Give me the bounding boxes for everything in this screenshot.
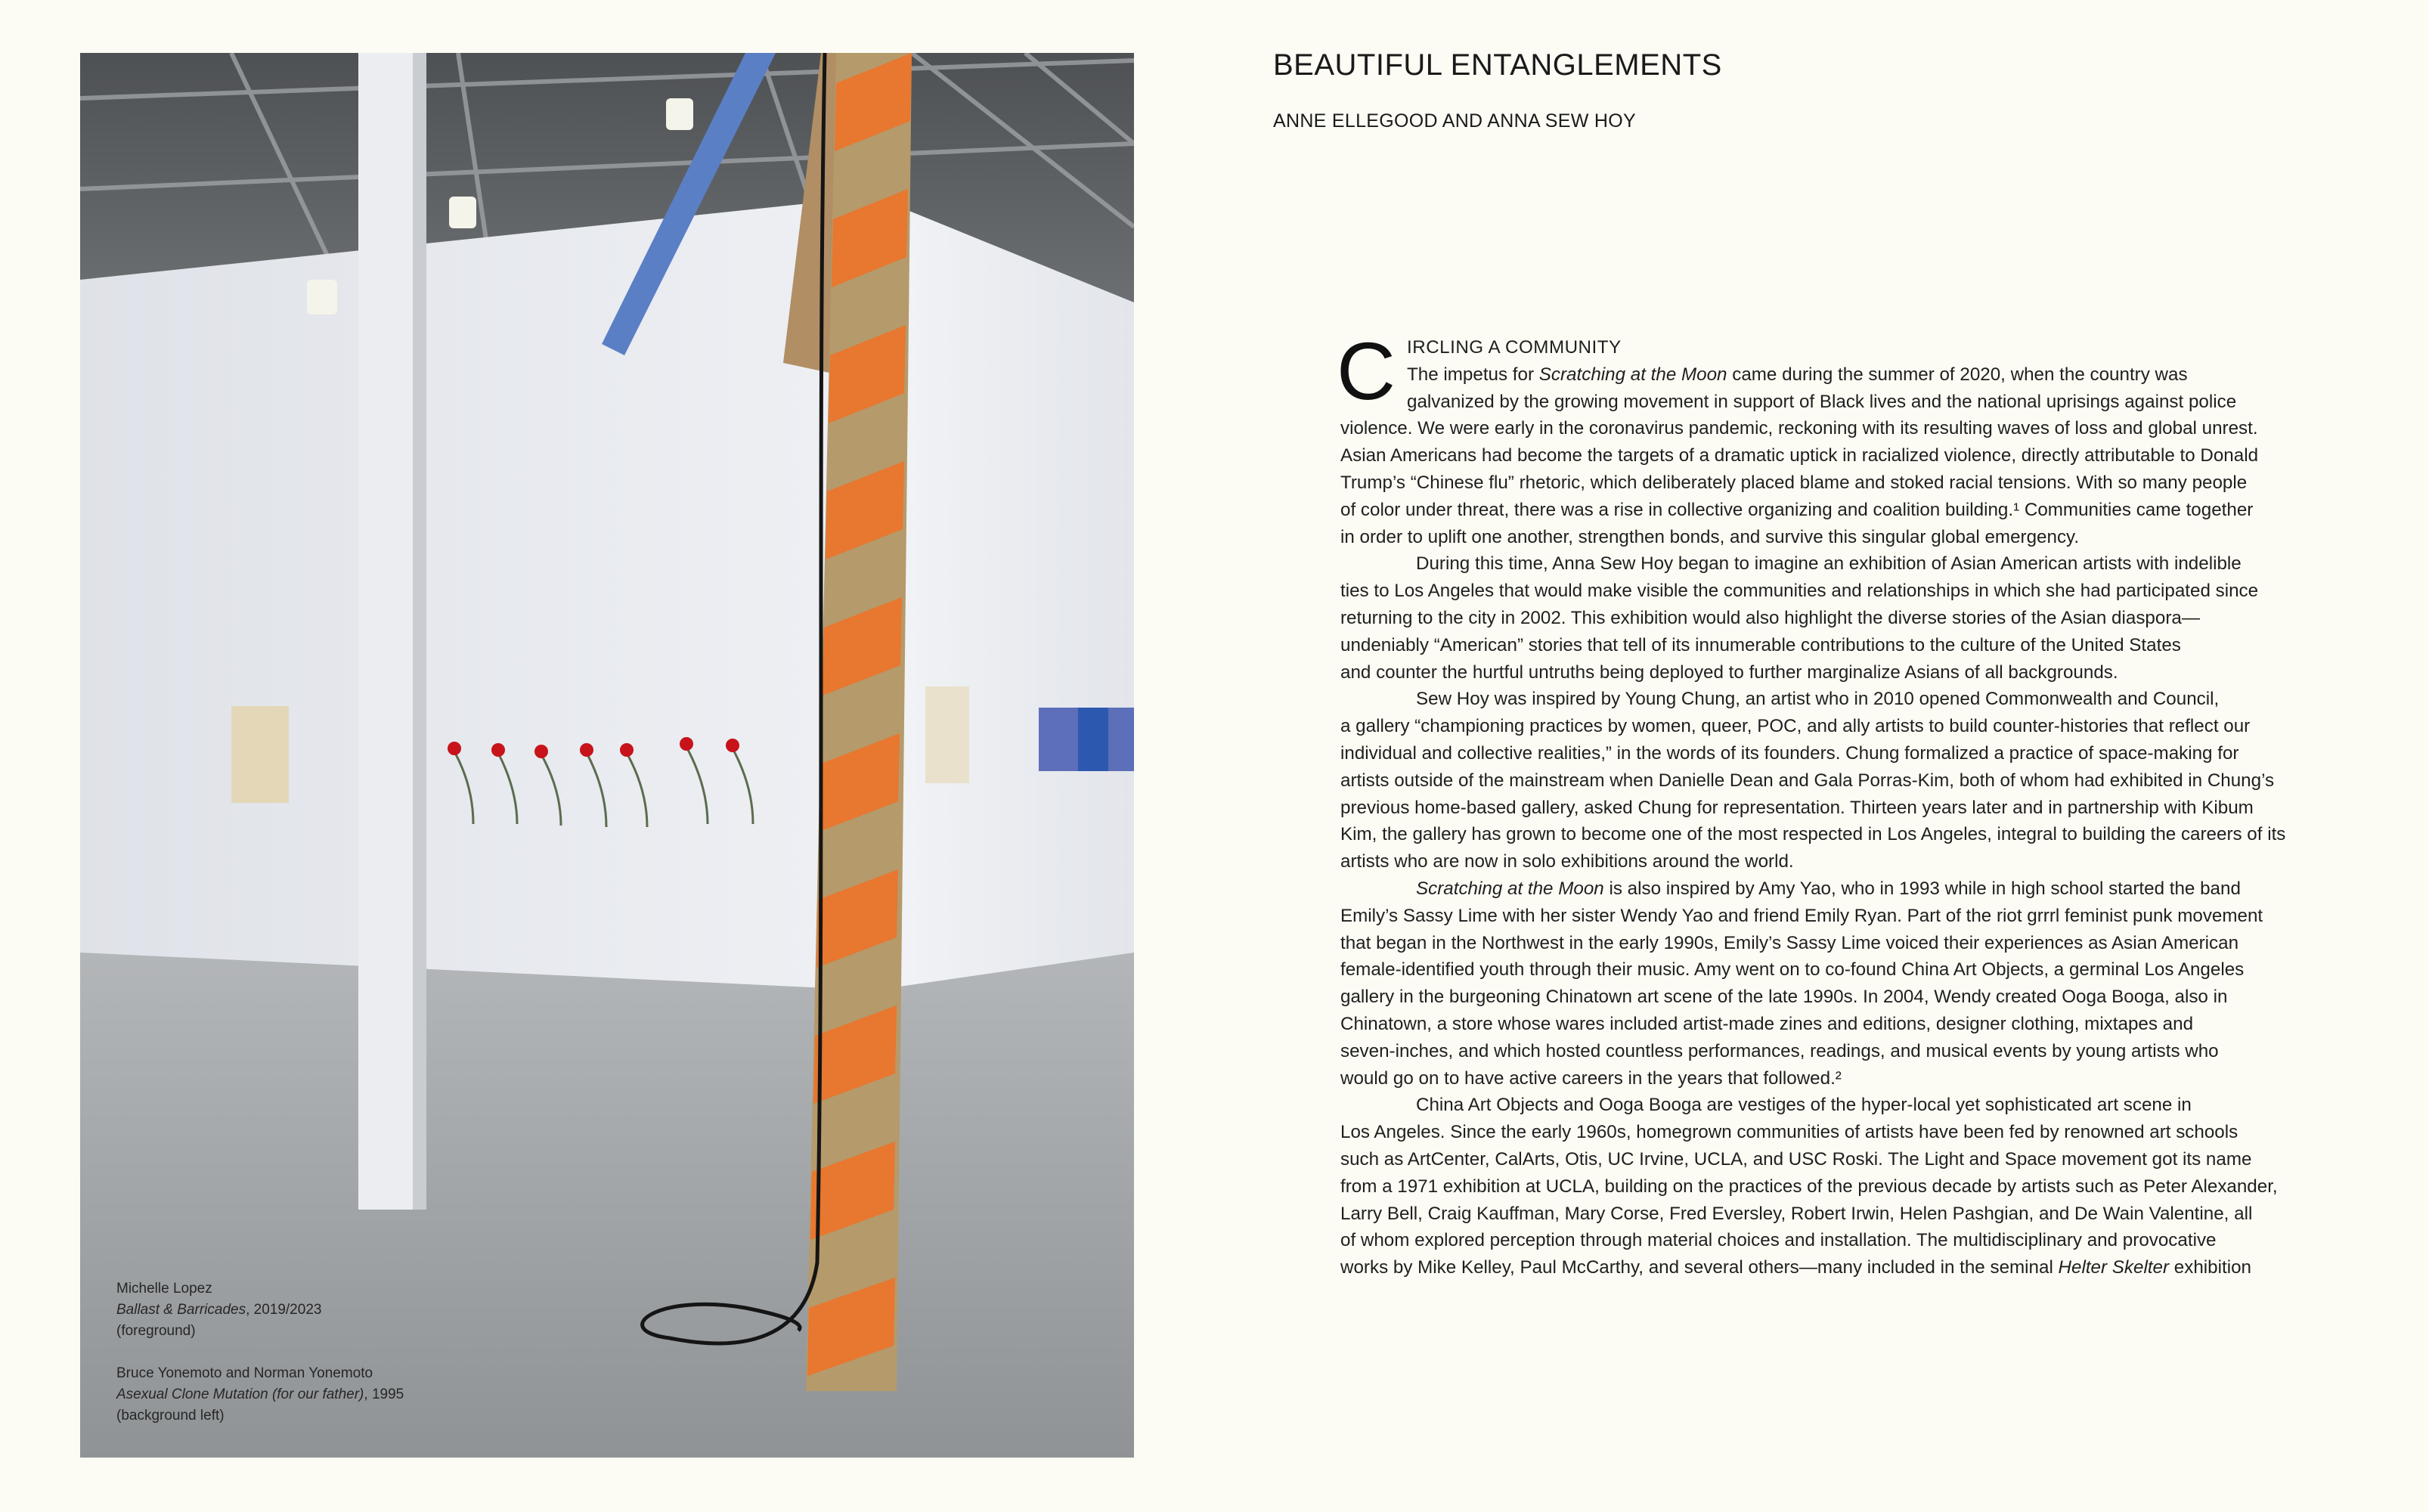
text-line	[1340, 1254, 2316, 1281]
text-line: of color under threat, there was a rise in collective organizing and coalition building.¹ Communities came together	[1340, 499, 2254, 520]
text-run: works by Mike Kelley, Paul McCarthy, and several others—many included in the seminal	[1340, 1257, 2059, 1278]
text-line: from a 1971 exhibition at UCLA, building on the practices of the previous decade by artists such as Peter Alexander,	[1340, 1176, 2278, 1197]
text-line: During this time, Anna Sew Hoy began to imagine an exhibition of Asian American artists with indelible	[1416, 553, 2242, 575]
text-run: is also inspired by Amy Yao, who in 1993 while in high school started the band	[1603, 878, 2241, 899]
text-line: Emily’s Sassy Lime with her sister Wendy Yao and friend Emily Ryan. Part of the riot grrrl feminist punk movement	[1340, 905, 2263, 926]
caption-title-line	[116, 1384, 646, 1405]
caption-title-line	[116, 1300, 646, 1321]
caption-date: , 2019/2023	[246, 1302, 322, 1318]
text-line: Los Angeles. Since the early 1960s, homegrown communities of artists have been fed by renowned art schools	[1340, 1122, 2238, 1143]
text-line: that began in the Northwest in the early 1990s, Emily’s Sassy Lime voiced their experiences as Asian American	[1340, 932, 2239, 953]
text-line: China Art Objects and Ooga Booga are vestiges of the hyper-local yet sophisticated art scene in	[1416, 1095, 2192, 1116]
essay-body	[1340, 334, 2316, 1281]
gallery-photo	[80, 53, 1134, 1458]
text-line	[1340, 361, 2316, 389]
caption-artist: Michelle Lopez	[116, 1281, 212, 1297]
text-line: galvanized by the growing movement in support of Black lives and the national uprisings against police	[1407, 391, 2237, 412]
section-heading: IRCLING A COMMUNITY	[1407, 337, 1622, 358]
photo-caption	[116, 1278, 646, 1448]
text-line: Trump’s “Chinese flu” rhetoric, which deliberately placed blame and stoked racial tensions. With so many people	[1340, 472, 2248, 493]
caption-date: , 1995	[364, 1387, 404, 1402]
text-line: Chinatown, a store whose wares included artist-made zines and editions, designer clothing, mixtapes and	[1340, 1013, 2194, 1034]
text-line	[1340, 875, 2316, 903]
text-line: of whom explored perception through material choices and installation. The multidisciplinary and provocative	[1340, 1230, 2217, 1251]
caption-note: (foreground)	[116, 1323, 196, 1339]
text-line: would go on to have active careers in the years that followed.²	[1340, 1067, 1842, 1089]
text-line: Asian Americans had become the targets of a dramatic uptick in racialized violence, directly attributable to Donald	[1340, 445, 2259, 466]
installation-image	[80, 53, 1134, 1458]
text-line: violence. We were early in the coronavirus pandemic, reckoning with its resulting waves of loss and global unrest.	[1340, 418, 2258, 439]
text-line: undeniably “American” stories that tell of its innumerable contributions to the culture of the United States	[1340, 634, 2181, 655]
essay-authors: ANNE ELLEGOOD AND ANNA SEW HOY	[1273, 110, 1636, 132]
italic-title: Scratching at the Moon	[1416, 878, 1604, 899]
caption-note: (background left)	[116, 1408, 225, 1424]
text-line: female-identified youth through their music. Amy went on to co-found China Art Objects, a germinal Los Angeles	[1340, 959, 2245, 981]
caption-artist: Bruce Yonemoto and Norman Yonemoto	[116, 1365, 373, 1381]
text-line: seven-inches, and which hosted countless performances, readings, and musical events by young artists who	[1340, 1040, 2219, 1061]
text-line: artists who are now in solo exhibitions around the world.	[1340, 851, 1794, 872]
text-line: gallery in the burgeoning Chinatown art scene of the late 1990s. In 2004, Wendy created Ooga Booga, also in	[1340, 987, 2228, 1008]
text-line: Sew Hoy was inspired by Young Chung, an artist who in 2010 opened Commonwealth and Council,	[1416, 689, 2220, 710]
caption-title: Ballast & Barricades	[116, 1302, 246, 1318]
italic-title: Helter Skelter	[2058, 1257, 2170, 1278]
text-run: The impetus for	[1407, 364, 1539, 385]
essay-title: BEAUTIFUL ENTANGLEMENTS	[1273, 48, 1722, 82]
text-line: artists outside of the mainstream when Danielle Dean and Gala Porras-Kim, both of whom had exhibited in Chung’s	[1340, 770, 2275, 791]
caption-work-2	[116, 1363, 646, 1427]
text-run: exhibition	[2169, 1257, 2251, 1278]
caption-work-1	[116, 1278, 646, 1342]
text-line: individual and collective realities,” in the words of its founders. Chung formalized a practice of space-making for	[1340, 742, 2239, 764]
text-line: such as ArtCenter, CalArts, Otis, UC Irvine, UCLA, and USC Roski. The Light and Space movement got its name	[1340, 1148, 2252, 1170]
text-line: and counter the hurtful untruths being deployed to further marginalize Asians of all backgrounds.	[1340, 662, 2118, 683]
text-line: ties to Los Angeles that would make visible the communities and relationships in which she had participated since	[1340, 581, 2259, 602]
caption-title: Asexual Clone Mutation (for our father)	[116, 1387, 364, 1402]
text-line: returning to the city in 2002. This exhibition would also highlight the diverse stories of the Asian diaspora—	[1340, 607, 2201, 628]
text-line: Larry Bell, Craig Kauffman, Mary Corse, Fred Eversley, Robert Irwin, Helen Pashgian, and De Wain Valentine, all	[1340, 1203, 2253, 1224]
text-line: a gallery “championing practices by women, queer, POC, and ally artists to build counter-histories that reflect our	[1340, 716, 2251, 737]
drop-cap: C	[1337, 325, 1396, 417]
text-line: in order to uplift one another, strengthen bonds, and survive this singular global emergency.	[1340, 526, 2080, 547]
italic-title: Scratching at the Moon	[1538, 364, 1727, 385]
text-line: Kim, the gallery has grown to become one of the most respected in Los Angeles, integral to building the careers of its	[1340, 824, 2286, 845]
text-line: previous home-based gallery, asked Chung for representation. Thirteen years later and in partnership with Kibum	[1340, 797, 2254, 818]
text-run: came during the summer of 2020, when the country was	[1727, 364, 2188, 385]
